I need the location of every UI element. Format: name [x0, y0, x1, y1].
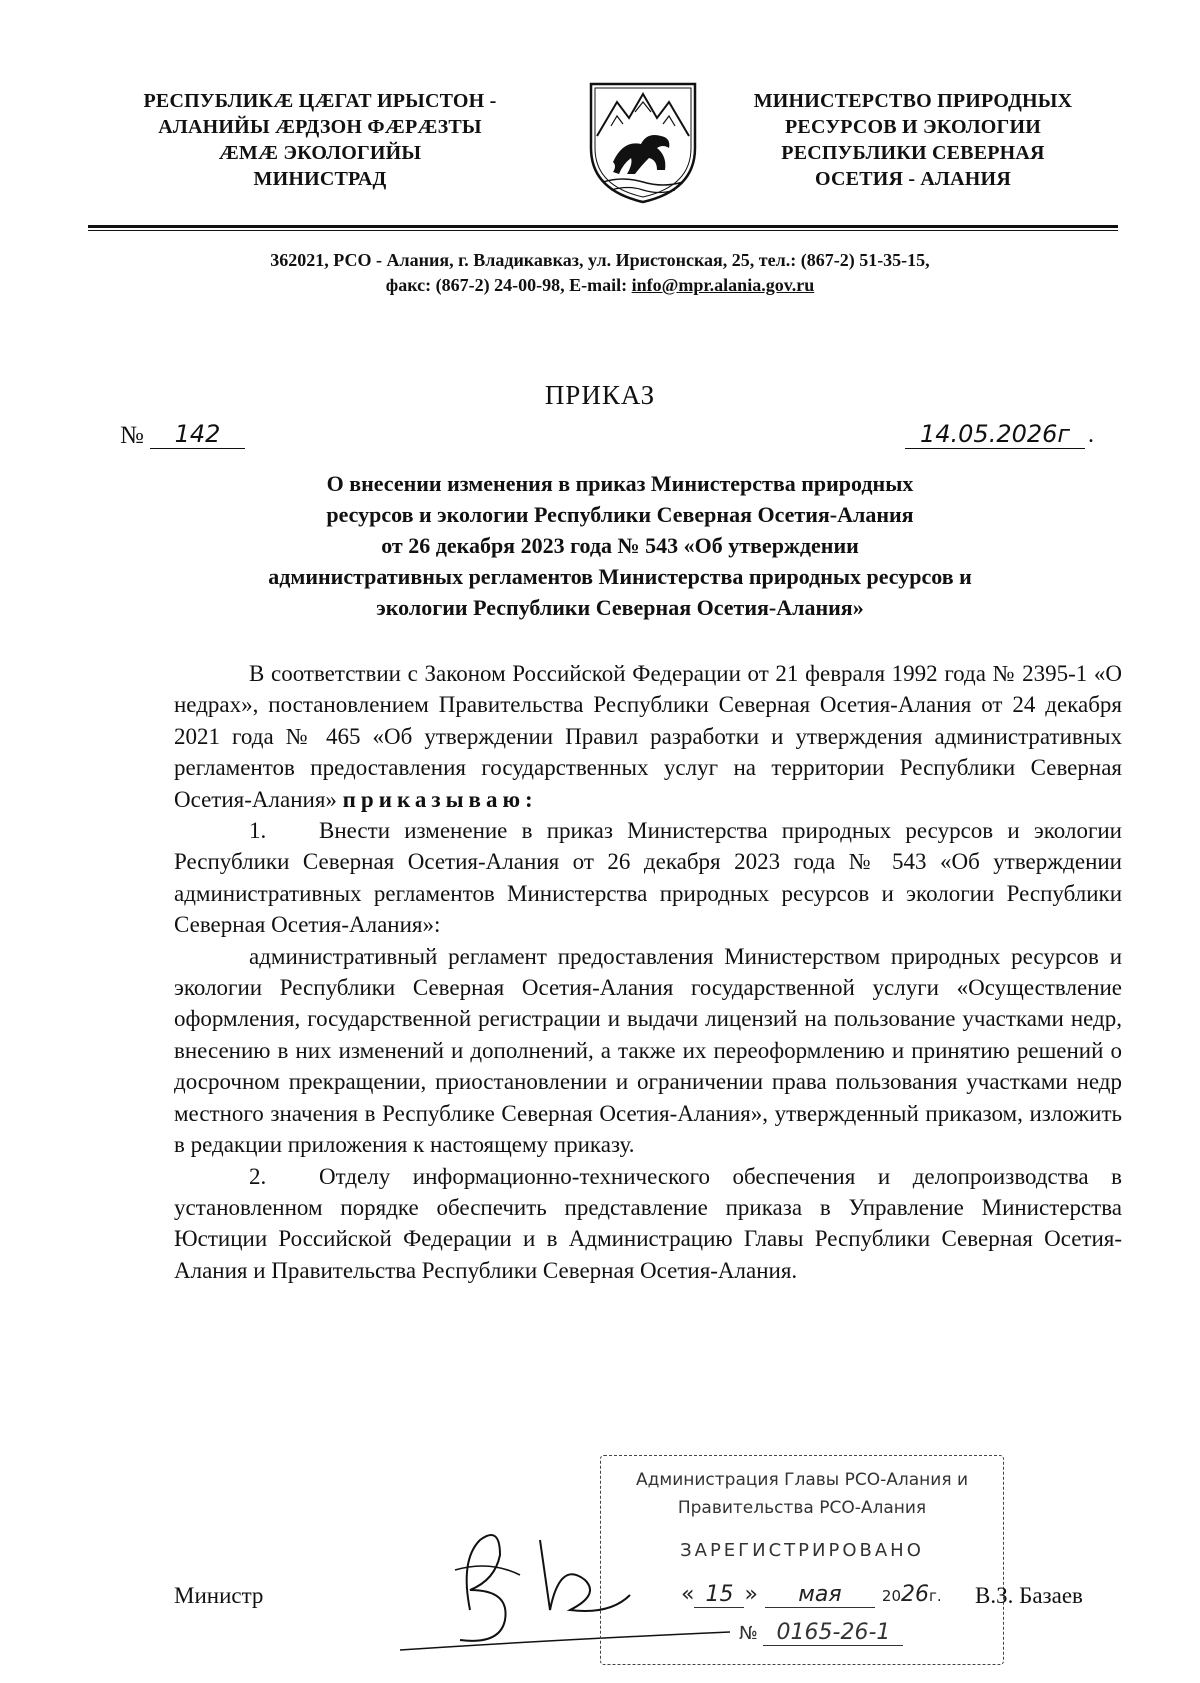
preamble-text: В соответствии с Законом Российской Федерации от 21 февраля 1992 года № 2395-1 «О недрах», постановлением Правительства Республики Северная Осетия-Алания от 24 декабря 2021 года № 465 «Об утверждении Правил разработки и утверждения административных регламентов предоставления государственных услуг на территории Республики Северная Осетия-Алания» [174, 661, 1122, 812]
header-left-line: РЕСПУБЛИКӔ ЦӔГАТ ИРЫСТОН - [143, 90, 497, 112]
contacts-address: 362021, РСО - Алания, г. Владикавказ, ул. Иристонская, 25, тел.: (867-2) 51-35-15, [270, 250, 930, 270]
header-left-line: АЛАНИЙЫ ӔРДЗОН ФӔРӔЗТЫ [158, 116, 482, 138]
subject-line: от 26 декабря 2023 года № 543 «Об утверждении [381, 533, 859, 558]
item-1-number: 1. [249, 818, 267, 844]
order-number: 142 [150, 420, 245, 449]
signatory-name: В.З. Базаев [975, 1583, 1083, 1608]
document-title: ПРИКАЗ [544, 380, 656, 410]
header-left-ossetian [110, 88, 530, 192]
stamp-authority-line: Правительства РСО-Алания [677, 1498, 927, 1518]
stamp-year-letter: г. [929, 1587, 942, 1605]
item-1-detail: административный регламент предоставления Министерством природных ресурсов и экологии Республики Северная Осетия-Алания государственной услуги «Осуществление оформления, государственной регистрации и выдачи лицензий на пользование участками недр, внесению в них изменений и дополнений, а также их переоформлению и принятию решений о досрочном прекращении, приостановлении и ограничении права пользования участками недр местного значения в Республике Северная Осетия-Алания», утвержденный приказом, изложить в редакции приложения к настоящему приказу. [174, 943, 1122, 1158]
email-link[interactable]: info@mpr.alania.gov.ru [631, 275, 815, 295]
item-1 [174, 815, 1122, 941]
registration-stamp [600, 1455, 1004, 1665]
subject-line: экологии Республики Северная Осетия-Алания» [376, 595, 864, 620]
order-number-prefix: № [120, 422, 144, 449]
stamp-reg-number [739, 1620, 903, 1646]
header-divider-thin [88, 230, 1118, 231]
subject-line: ресурсов и экологии Республики Северная Осетия-Алания [326, 502, 914, 527]
stamp-year-prefix: 20 [881, 1587, 902, 1605]
subject-line: О внесении изменения в приказ Министерства природных [326, 471, 914, 496]
stamp-year-suffix: 26 [901, 1582, 930, 1607]
coat-of-arms-icon [583, 78, 703, 206]
signatory-position: Министр [174, 1583, 264, 1608]
order-date-suffix: . [1088, 422, 1094, 448]
stamp-authority-line: Администрация Главы РСО-Алания и [635, 1470, 968, 1490]
header-divider [88, 225, 1118, 228]
item-2-text: Отделу информационно-технического обеспечения и делопроизводства в установленном порядке обеспечить представление приказа в Управление Министерства Юстиции Российской Федерации и в Администрацию Главы Республики Северная Осетия-Алания и Правительства Республики Северная Осетия-Алания. [174, 1163, 1122, 1283]
order-word: приказываю: [342, 786, 538, 812]
stamp-date: « 15 » мая 2026г. [681, 1582, 942, 1607]
stamp-day: 15 [694, 1582, 744, 1608]
order-date: 14.05.2026г [905, 420, 1085, 449]
header-right-line: ОСЕТИЯ - АЛАНИЯ [815, 168, 1011, 190]
header-right-russian [728, 88, 1098, 192]
header-left-line: МИНИСТРАД [253, 168, 387, 190]
item-2 [174, 1161, 1122, 1287]
stamp-month: мая [765, 1582, 875, 1608]
header-left-line: ӔМӔ ЭКОЛОГИЙЫ [218, 142, 422, 164]
header-right-line: МИНИСТЕРСТВО ПРИРОДНЫХ [753, 90, 1073, 112]
preamble-paragraph [174, 658, 1122, 815]
order-subject [180, 468, 1060, 623]
header-right-line: РЕСПУБЛИКИ СЕВЕРНАЯ [781, 142, 1045, 164]
stamp-registered-label: ЗАРЕГИСТРИРОВАНО [680, 1540, 924, 1561]
contacts-fax-email [100, 272, 1100, 298]
item-1-text: Внести изменение в приказ Министерства природных ресурсов и экологии Республики Северная Осетия-Алания от 26 декабря 2023 года № 543 «Об утверждении административных регламентов Министерства природных ресурсов и экологии Республики Северная Осетия-Алания»: [174, 818, 1122, 938]
item-2-number: 2. [249, 1163, 267, 1189]
order-body [174, 658, 1122, 1286]
contacts-fax: факс: (867-2) 24-00-98, E-mail: [385, 275, 632, 295]
stamp-number-prefix: № [739, 1623, 758, 1644]
subject-line: административных регламентов Министерства природных ресурсов и [268, 564, 972, 589]
header-right-line: РЕСУРСОВ И ЭКОЛОГИИ [785, 116, 1041, 138]
stamp-number-value: 0165-26-1 [763, 1620, 903, 1646]
